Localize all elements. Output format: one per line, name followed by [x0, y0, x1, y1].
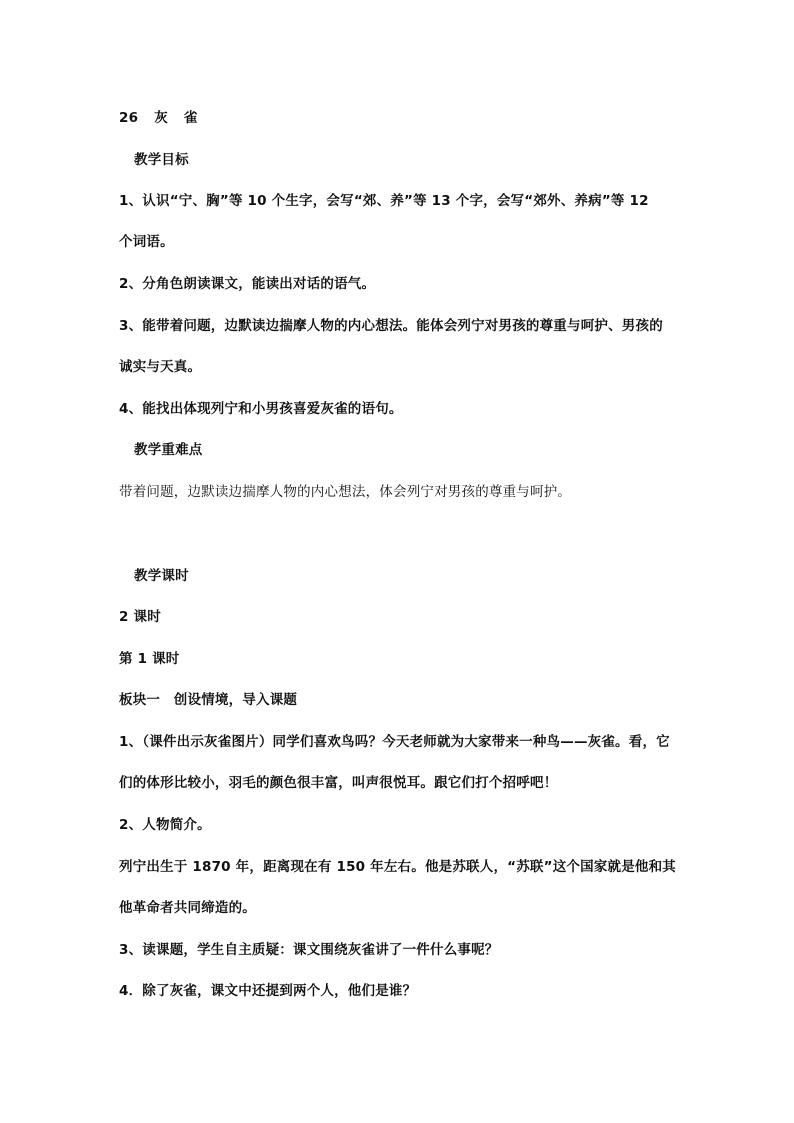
step-2-bio-line-2: 他革命者共同缔造的。: [119, 900, 256, 916]
goal-1-line-2: 个词语。: [119, 234, 174, 250]
lesson-title-char-2: 雀: [183, 110, 198, 126]
section-heading-hours: 教学课时: [134, 568, 189, 584]
goal-2: 2、分角色朗读课文，能读出对话的语气。: [119, 276, 376, 292]
block-1-heading: 板块一 创设情境，导入课题: [119, 692, 298, 708]
lesson-title: [119, 108, 679, 128]
goal-1-line-1: 1、认识“宁、胸”等 10 个生字，会写“郊、养”等 13 个字，会写“郊外、养病”等 12: [119, 193, 649, 209]
lesson-1-heading: 第 1 课时: [119, 651, 180, 667]
lesson-title-char-1: 灰: [154, 110, 168, 126]
section-heading-key-points: 教学重难点: [134, 442, 203, 458]
key-points-text: 带着问题，边默读边揣摩人物的内心想法，体会列宁对男孩的尊重与呵护。: [119, 484, 572, 500]
goal-3-line-1: 3、能带着问题，边默读边揣摩人物的内心想法。能体会列宁对男孩的尊重与呵护、男孩的: [119, 318, 663, 334]
lesson-number: 26: [119, 110, 139, 126]
step-4: 4．除了灰雀，课文中还提到两个人，他们是谁？: [119, 983, 417, 999]
section-heading-goals: 教学目标: [134, 152, 189, 168]
goal-4: 4、能找出体现列宁和小男孩喜爱灰雀的语句。: [119, 401, 403, 417]
step-2: 2、人物简介。: [119, 817, 211, 833]
goal-3-line-2: 诚实与天真。: [119, 359, 202, 375]
step-1-line-2: 们的体形比较小，羽毛的颜色很丰富，叫声很悦耳。跟它们打个招呼吧！: [119, 775, 558, 791]
step-3: 3、读课题，学生自主质疑：课文围绕灰雀讲了一件什么事呢？: [119, 942, 499, 958]
hours-value: 2 课时: [119, 609, 161, 625]
step-2-bio-line-1: 列宁出生于 1870 年，距离现在有 150 年左右。他是苏联人，“苏联”这个国家就是他和其: [119, 859, 676, 875]
step-1-line-1: 1、（课件出示灰雀图片）同学们喜欢鸟吗？今天老师就为大家带来一种鸟——灰雀。看，它: [119, 734, 670, 750]
